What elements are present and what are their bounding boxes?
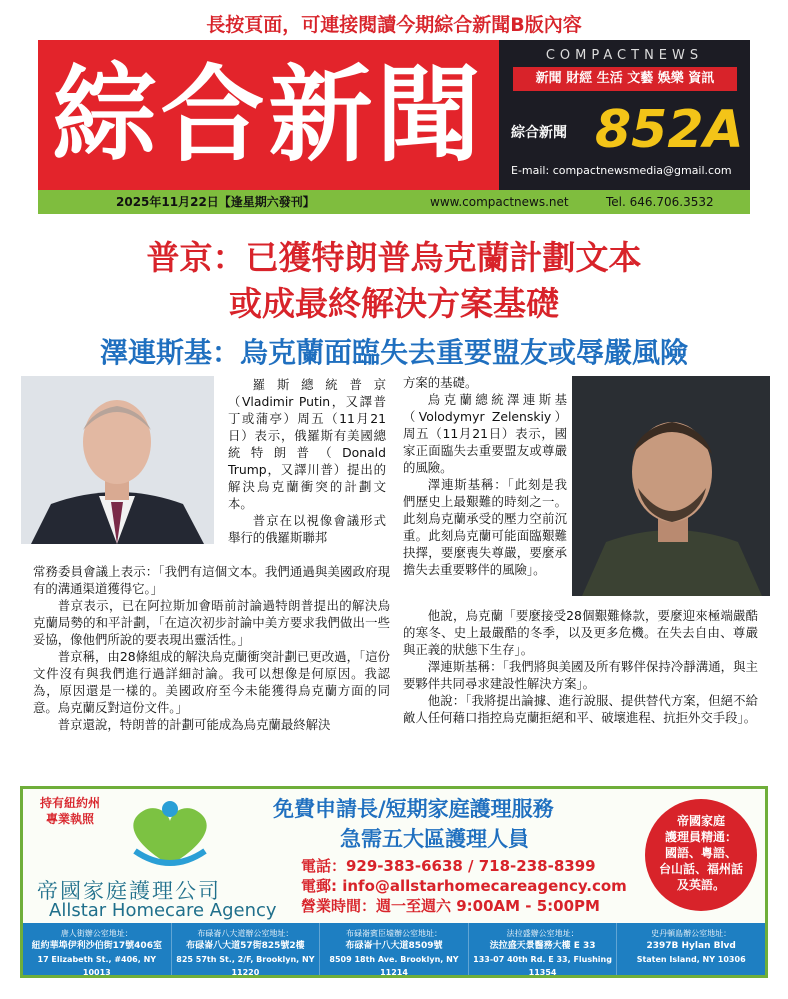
article-paragraph: 普京還說，特朗普的計劃可能成為烏克蘭最終解決 (57, 717, 331, 732)
masthead-info-panel (499, 40, 750, 190)
office-address-en: 8509 18th Ave. Brooklyn, NY 11214 (329, 955, 459, 977)
office-label: 史丹頓島辦公室地址： (651, 929, 732, 938)
language-badge-line: 及英語。 (676, 878, 725, 892)
website-link[interactable]: www.compactnews.net (430, 195, 569, 209)
edition-label: 綜合新聞 (511, 125, 567, 141)
office-brooklyn-8th-ave (171, 923, 320, 975)
office-address-zh: 紐約華埠伊利沙伯街17號406室 (31, 941, 162, 951)
ad-phone[interactable]: 電話：929-383-6638 / 718-238-8399 (301, 857, 596, 875)
office-address-en: Staten Island, NY 10306 (636, 955, 746, 964)
article-paragraph: 羅斯總統普京（Vladimir Putin，又譯普丁或蒲亭）周五（11月21日）表示，俄羅斯有美國總統特朗普（Donald Trump，又譯川普）提出的解決烏克蘭衝突的計劃文本。 (228, 377, 386, 511)
masthead-english-name: COMPACTNEWS (545, 48, 704, 63)
office-bensonhurst (319, 923, 468, 975)
article-column-b-bottom (403, 607, 758, 726)
article-paragraph: 普京在以視像會議形式舉行的俄羅斯聯邦 (228, 513, 386, 545)
article-column-b-top (403, 374, 567, 578)
office-flushing (468, 923, 617, 975)
masthead (38, 40, 750, 190)
office-chinatown (23, 923, 171, 975)
heart-hands-logo-icon (115, 795, 225, 875)
office-address-zh: 布碌崙十八大道8509號 (345, 941, 443, 951)
office-address-bar (23, 923, 765, 975)
article-column-a-top (228, 376, 386, 546)
office-staten-island (616, 923, 765, 975)
homecare-advertisement[interactable] (20, 786, 768, 978)
language-badge-line: 台山話、福州話 (658, 862, 743, 876)
office-address-zh: 法拉盛天景醫務大樓 E 33 (489, 941, 596, 951)
language-badge (645, 799, 757, 911)
headline-line-2: 或成最終解決方案基礎 (229, 284, 559, 323)
article-column-a-bottom (33, 563, 390, 733)
article-paragraph: 常務委員會議上表示：「我們有這個文本。我們通過與美國政府現有的溝通渠道獲得它。」 (33, 564, 390, 596)
issue-date: 2025年11月22日【逢星期六發刊】 (116, 195, 315, 209)
article-paragraph: 普京稱，由28條組成的解決烏克蘭衝突計劃已更改過，「這份文件沒有與我們進行過詳細討論。我可以想像是何原因。我認為，原因還是一樣的。美國政府至今未能獲得烏克蘭方面的同意。烏克蘭反對這份文件。」 (33, 649, 390, 715)
headline-line-1: 普京：已獲特朗普烏克蘭計劃文本 (146, 238, 642, 277)
article-paragraph: 烏克蘭總統澤連斯基（Volodymyr Zelenskiy）周五（11月21日）表示，國家正面臨失去重要盟友或尊嚴的風險。 (403, 392, 567, 475)
language-badge-line: 國語、粵語、 (664, 846, 737, 860)
license-note: 持有紐約州專業執照 (39, 796, 100, 826)
edition-number: 852A (595, 100, 744, 160)
article-paragraph: 他說，烏克蘭「要麼接受28個艱難條款，要麼迎來極端嚴酷的寒冬、史上最嚴酷的冬季，以及更多危機。在失去自由、尊嚴與正義的狀態下生存」。 (403, 608, 758, 657)
telephone: Tel. 646.706.3532 (606, 195, 714, 209)
zelenskiy-photo (572, 376, 770, 596)
article-paragraph: 他說：「我將提出論據、進行說服、提供替代方案，但絕不給敵人任何藉口指控烏克蘭拒絕和平、破壞進程、抗拒外交手段」。 (403, 693, 758, 725)
article-paragraph: 方案的基礎。 (403, 375, 478, 390)
top-note[interactable]: 長按頁面，可連接閱讀今期綜合新聞B版內容 (206, 14, 582, 36)
article-paragraph: 普京表示，已在阿拉斯加會晤前討論過特朗普提出的解決烏克蘭局勢的和平計劃，「在這次初步討論中美方要求我們做出一些妥協，像他們所說的要表現出靈活性。」 (33, 598, 390, 647)
office-label: 唐人街辦公室地址： (60, 929, 133, 938)
masthead-title: 綜合新聞 (38, 40, 499, 190)
office-address-zh: 布碌崙八大道57街825號2樓 (186, 941, 305, 951)
article-paragraph: 澤連斯基稱：「此刻是我們歷史上最艱難的時刻之一。此刻烏克蘭承受的壓力空前沉重。此刻烏克蘭可能面臨艱難抉擇，要麼喪失尊嚴，要麼承擔失去重要夥伴的風險」。 (403, 477, 567, 577)
article-paragraph: 澤連斯基稱：「我們將與美國及所有夥伴保持冷靜溝通，與主要夥伴共同尋求建設性解決方案」。 (403, 659, 758, 691)
language-badge-line: 帝國家庭 (676, 814, 725, 828)
ad-hours: 營業時間：週一至週六 9:00AM - 5:00PM (301, 897, 600, 915)
ad-email[interactable]: 電郵: info@allstarhomecareagency.com (301, 877, 627, 895)
ad-subtitle: 急需五大區護理人員 (340, 827, 529, 851)
office-address-en: 133-07 40th Rd. E 33, Flushing 11354 (473, 955, 612, 977)
company-name-chinese: 帝國家庭護理公司 (37, 879, 221, 903)
ad-title: 免費申請長/短期家庭護理服務 (273, 797, 554, 821)
date-bar (38, 190, 750, 214)
subheadline: 澤連斯基：烏克蘭面臨失去重要盟友或辱嚴風險 (99, 336, 688, 369)
masthead-email[interactable]: E-mail: compactnewsmedia@gmail.com (511, 164, 732, 177)
office-address-en: 17 Elizabeth St., #406, NY 10013 (37, 955, 157, 977)
office-label: 布碌崙八大道辦公室地址： (197, 929, 294, 938)
language-badge-line: 護理員精通： (664, 830, 737, 844)
office-address-zh: 2397B Hylan Blvd (646, 941, 736, 951)
office-label: 法拉盛辦公室地址： (506, 929, 579, 938)
company-name-english: Allstar Homecare Agency (49, 900, 277, 921)
putin-photo (21, 376, 214, 544)
office-label: 布碌崙賓臣墟辦公室地址： (345, 929, 442, 938)
office-address-en: 825 57th St., 2/F, Brooklyn, NY 11220 (176, 955, 315, 977)
masthead-categories: 新聞 財經 生活 文藝 娛樂 資訊 (513, 67, 737, 91)
